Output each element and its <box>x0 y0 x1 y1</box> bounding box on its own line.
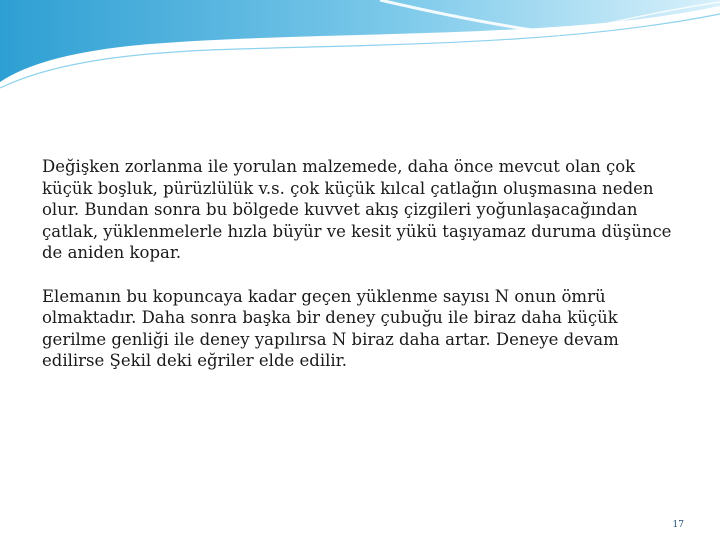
paragraph-fatigue-crack: Değişken zorlanma ile yorulan malzemede, daha önce mevcut olan çok küçük boşluk, pürüzlülük v.s. çok küçük kılcal çatlağın oluşmasına neden olur. Bundan sonra bu bölgede kuvvet akış çizgileri yoğunlaşacağından çatlak, yüklenmelerle hızla büyür ve kesit yükü taşıyamaz duruma düşünce de aniden kopar. <box>42 157 672 262</box>
header-wave-decoration <box>0 0 720 90</box>
slide-content <box>42 156 682 372</box>
paragraph-cycle-life: Elemanın bu kopuncaya kadar geçen yüklenme sayısı N onun ömrü olmaktadır. Daha sonra başka bir deney çubuğu ile biraz daha küçük gerilme genliği ile deney yapılırsa N biraz daha artar. Deneye devam edilirse Şekil deki eğriler elde edilir. <box>42 286 619 370</box>
page-number: 17 <box>672 520 684 530</box>
